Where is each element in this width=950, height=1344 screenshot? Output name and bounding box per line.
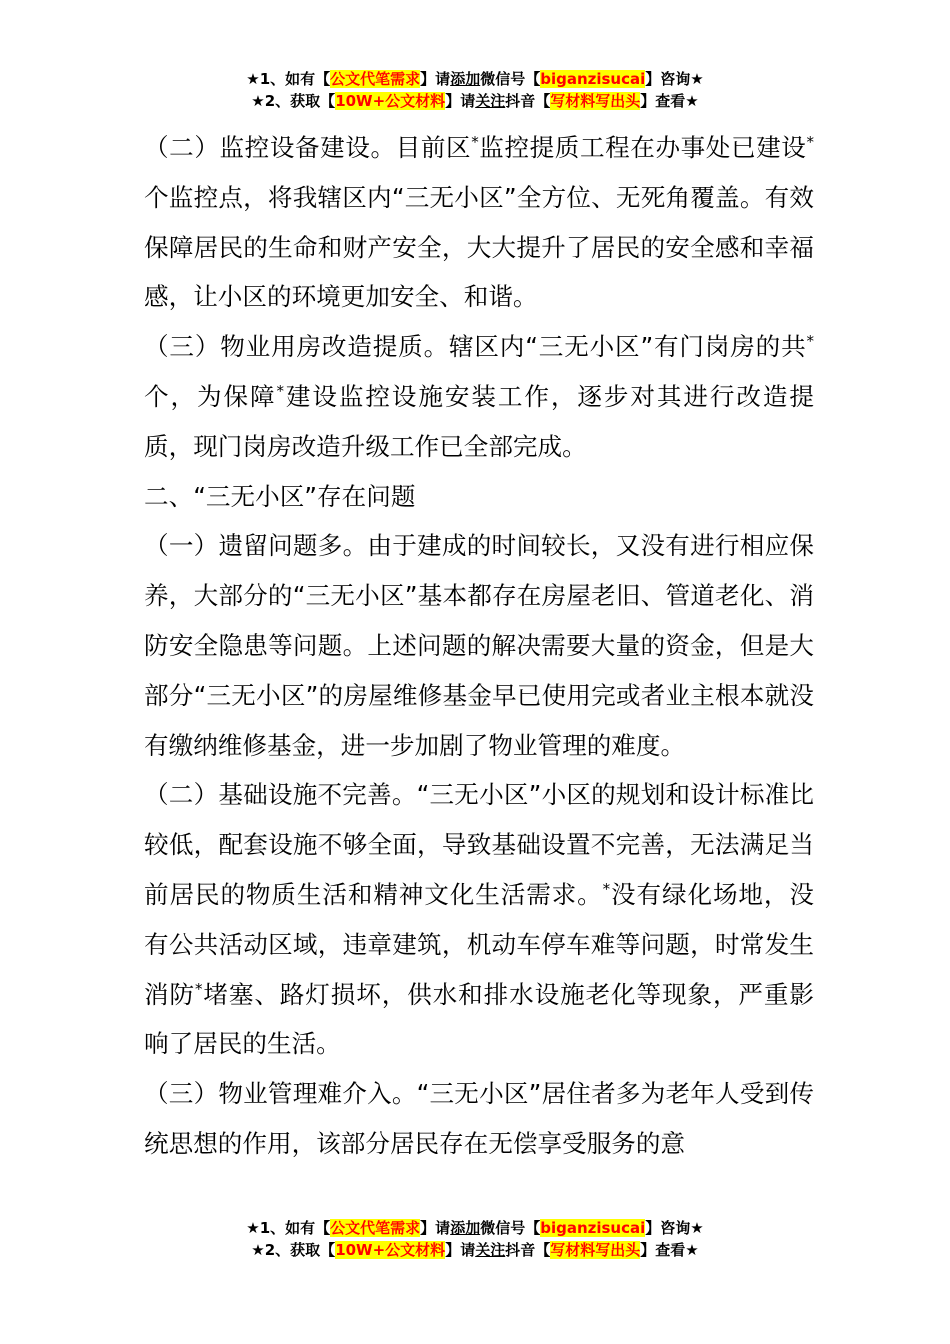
- paragraph-text: 监控提质工程在办事处已建设: [478, 133, 807, 162]
- paragraph-text: （三）物业管理难介入。“三无小区”居住者多为老年人受到传统思想的作用，该部分居民存在无偿享受服务的意: [144, 1079, 814, 1158]
- paragraph-text: （一）遗留问题多。由于建成的时间较长，又没有进行相应保养，大部分的“三无小区”基本都存在房屋老旧、管道老化、消防安全隐患等问题。上述问题的解决需要大量的资金，但是大部分“三无小区”的房屋维修基金早已使用完或者业主根本就没有缴纳维修基金，进一步加剧了物业管理的难度。: [144, 531, 814, 760]
- section-heading: [144, 472, 814, 522]
- banner-text: 】咨询★: [645, 1219, 704, 1237]
- banner-text: 】咨询★: [645, 70, 704, 88]
- banner-line-1: [0, 68, 950, 90]
- paragraph-text: 个监控点，将我辖区内“三无小区”全方位、无死角覆盖。有效保障居民的生命和财产安全，大大提升了居民的安全感和幸福感，让小区的环境更加安全、和谐。: [144, 182, 814, 312]
- banner-underlined-text: 关注: [475, 92, 506, 110]
- paragraph-text: （三）物业用房改造提质。辖区内“三无小区”有门岗房的共: [144, 332, 807, 362]
- banner-text: 】查看★: [640, 92, 699, 110]
- placeholder-asterisk: *: [806, 332, 814, 351]
- paragraph: [144, 322, 814, 471]
- paragraph: [144, 521, 814, 770]
- banner-highlight: 10W+公文材料: [335, 1241, 446, 1259]
- banner-text: 抖音【: [505, 92, 551, 110]
- document-body: [144, 123, 814, 1169]
- banner-underlined-text: 关注: [475, 1241, 506, 1259]
- banner-highlight: 写材料写出头: [550, 92, 641, 110]
- banner-text: ★1、如有【: [246, 1219, 331, 1237]
- placeholder-asterisk: *: [194, 979, 203, 998]
- banner-text: 微信号【: [480, 1219, 541, 1237]
- paragraph-text: 堵塞、路灯损坏，供水和排水设施老化等现象，严重影响了居民的生活。: [144, 979, 814, 1059]
- banner-underlined-text: 添加: [450, 1219, 481, 1237]
- paragraph: [144, 770, 814, 1069]
- banner-text: 】请: [445, 1241, 476, 1259]
- banner-text: ★2、获取【: [251, 1241, 336, 1259]
- banner-text: 】请: [420, 70, 451, 88]
- banner-line-1: [0, 1217, 950, 1239]
- paragraph-text: （二）基础设施不完善。“三无小区”小区的规划和设计标准比较低，配套设施不够全面，导致基础设置不完善，无法满足当前居民的物质生活和精神文化生活需求。: [144, 780, 814, 909]
- heading-text: 二、“三无小区”存在问题: [144, 481, 416, 511]
- banner-text: 微信号【: [480, 70, 541, 88]
- banner-highlight: 公文代笔需求: [330, 1219, 421, 1237]
- banner-text: 】请: [445, 92, 476, 110]
- placeholder-asterisk: *: [471, 133, 479, 151]
- paragraph: [144, 1069, 814, 1169]
- banner-highlight: 公文代笔需求: [330, 70, 421, 88]
- banner-text: 】查看★: [640, 1241, 699, 1259]
- paragraph-text: （二）监控设备建设。目前区: [144, 133, 472, 162]
- banner-text: 抖音【: [505, 1241, 551, 1259]
- banner-text: 】请: [420, 1219, 451, 1237]
- banner-highlight: biganzisucai: [540, 70, 646, 88]
- banner-highlight: biganzisucai: [540, 1219, 646, 1237]
- banner-highlight: 10W+公文材料: [335, 92, 446, 110]
- banner-text: ★1、如有【: [246, 70, 331, 88]
- header-banner: [0, 68, 950, 112]
- paragraph: [144, 123, 814, 322]
- paragraph-text: 没有绿化场地，没有公共活动区域，违章建筑，机动车停车难等问题，时常发生消防: [144, 879, 814, 1009]
- banner-underlined-text: 添加: [450, 70, 481, 88]
- placeholder-asterisk: *: [806, 133, 814, 151]
- banner-text: ★2、获取【: [251, 92, 336, 110]
- banner-highlight: 写材料写出头: [550, 1241, 641, 1259]
- placeholder-asterisk: *: [276, 381, 284, 400]
- placeholder-asterisk: *: [602, 879, 611, 898]
- paragraph-text: 建设监控设施安装工作，逐步对其进行改造提质，现门岗房改造升级工作已全部完成。: [144, 381, 814, 461]
- footer-banner: [0, 1217, 950, 1261]
- banner-line-2: [0, 90, 950, 112]
- paragraph-text: 个，为保障: [144, 381, 277, 411]
- banner-line-2: [0, 1239, 950, 1261]
